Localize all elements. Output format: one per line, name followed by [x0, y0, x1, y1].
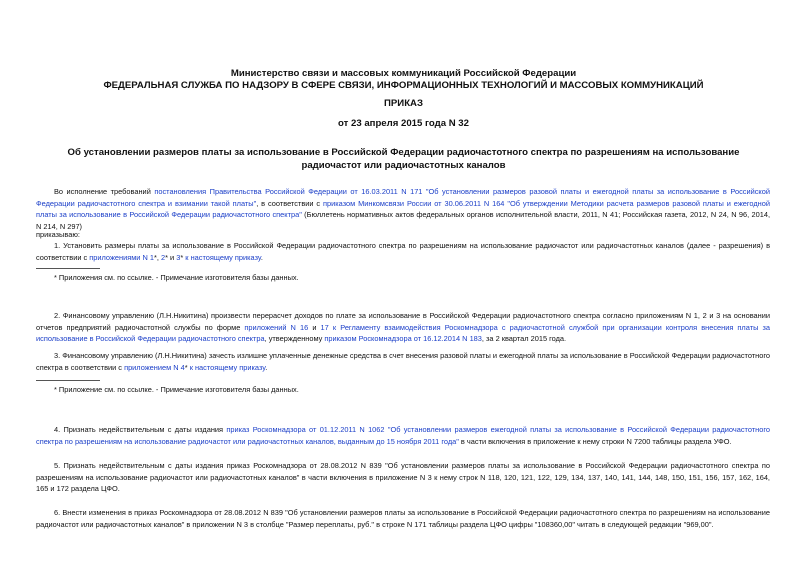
link-appendix-16[interactable]: приложений N 16	[244, 322, 309, 332]
footnote-divider	[36, 268, 100, 269]
link-appendix-3[interactable]: 3	[176, 252, 181, 262]
intro-text: , в соответствии с	[256, 198, 324, 208]
link-ministry-order[interactable]: приказом Минкомсвязи России от 30.06.2011 N 164 "Об утверждении Методики расчета размеров разовой платы и ежегодной платы за использование в Российской Федерации радиочастотного спектра"	[36, 198, 770, 219]
footnote-1: * Приложения см. по ссылке. - Примечание изготовителя базы данных.	[54, 273, 299, 282]
item-text: 2. Финансовому управлению (Л.Н.Никитина) произвести перерасчет доходов по плате за использование в Российской Федерации радиочастотного спектра согласно приложениям N 1, 2 и 3 на основании отчетов предприятий радиочастотной службы по форме	[36, 311, 770, 332]
item-text: 3. Финансовому управлению (Л.Н.Никитина) зачесть излишне уплаченные денежные средства в счет внесения разовой платы и ежегодной платы за использование в Российской Федерации радиочастотного спектра в соответствии с	[36, 351, 770, 372]
item-text: и	[308, 322, 321, 332]
intro-text: Во исполнение требований	[54, 187, 155, 196]
link-regulation[interactable]: к Регламенту взаимодействия Роскомнадзора с радиочастотной службой при организации контроля внесения платы за использование в Российской Федерации радиочастотного спектра	[36, 322, 770, 343]
link-appendix-4[interactable]: приложением N 4	[124, 362, 185, 372]
link-this-order[interactable]: к настоящему приказу	[185, 252, 261, 262]
document-type: ПРИКАЗ	[384, 98, 423, 109]
item-1	[36, 240, 770, 263]
item-6: 6. Внести изменения в приказ Роскомнадзора от 28.08.2012 N 839 "Об установлении размеров платы за использование в Российской Федерации радиочастотного спектра по разрешениям на использование радиочастот или радиочастотных каналов" в приложении N 3 в столбце "Размер переплаты, руб." в строке N 171 таблицы раздела ЦФО цифры "108360,00" читать в следующей редакции "969,00".	[36, 508, 770, 529]
item-text: в части включения в приложение к нему строки N 7200 таблицы раздела УФО.	[458, 436, 732, 446]
intro-text: (Бюллетень нормативных актов федеральных органов исполнительной власти, 2011, N 41; Российская газета, 2012, N 24, N 96, 2014, N 214, N 297)	[36, 210, 770, 231]
intro-paragraph	[36, 186, 770, 232]
order-word: приказываю:	[36, 230, 80, 239]
item-3	[36, 350, 770, 373]
ministry-name: Министерство связи и массовых коммуникаций Российской Федерации	[230, 68, 577, 79]
link-this-order[interactable]: к настоящему приказу	[189, 362, 266, 372]
link-rkn-order-183[interactable]: приказом Роскомнадзора от 16.12.2014 N 183	[324, 334, 482, 343]
item-text: * и	[165, 252, 177, 262]
item-4	[36, 424, 770, 447]
document-date-number: от 23 апреля 2015 года N 32	[338, 118, 469, 129]
footnote-2: * Приложение см. по ссылке. - Примечание изготовителя базы данных.	[54, 385, 299, 394]
item-text: *	[184, 362, 190, 372]
item-text: 4. Признать недействительным с даты издания	[54, 425, 227, 434]
item-text: , за 2 квартал 2015 года.	[481, 334, 567, 343]
service-name: ФЕДЕРАЛЬНАЯ СЛУЖБА ПО НАДЗОРУ В СФЕРЕ СВЯЗИ, ИНФОРМАЦИОННЫХ ТЕХНОЛОГИЙ И МАССОВЫХ КОММУНИКАЦИЙ	[103, 80, 704, 91]
link-appendix-1[interactable]: приложениями N 1	[89, 252, 154, 262]
link-appendix-17[interactable]: 17	[320, 322, 329, 332]
item-text: .	[265, 362, 268, 372]
footnote-divider	[36, 380, 100, 381]
link-rkn-order-1062[interactable]: приказ Роскомнадзора от 01.12.2011 N 1062 "Об установлении размеров ежегодной платы за использование в Российской Федерации радиочастотного спектра по разрешениям на использование радиочастот или радиочастотных каналов, выданным до 15 ноября 2011 года"	[36, 425, 770, 446]
item-text: *,	[154, 252, 161, 262]
document-title: Об установлении размеров платы за использование в Российской Федерации радиочастотного спектра по разрешениям на использование радиочастот или радиочастотных каналов	[67, 147, 740, 171]
item-text: *	[180, 252, 186, 262]
item-text: .	[260, 252, 263, 262]
item-text: 1. Установить размеры платы за использование в Российской Федерации радиочастотного спектра по разрешениям на использование радиочастот или радиочастотных каналов (далее - разрешения) в соответствии с	[36, 241, 770, 262]
link-government-decree[interactable]: постановления Правительства Российской Федерации от 16.03.2011 N 171 "Об установлении размеров разовой платы и ежегодной платы за использование в Российской Федерации радиочастотного спектра и взимании такой платы"	[36, 187, 770, 208]
item-5: 5. Признать недействительным с даты издания приказ Роскомнадзора от 28.08.2012 N 839 "Об установлении размеров платы за использование в Российской Федерации радиочастотного спектра по разрешениям на использование радиочастот или радиочастотных каналов" в части включения в приложение N 3 к нему строк N 118, 120, 121, 122, 129, 134, 137, 140, 141, 144, 148, 150, 151, 156, 157, 162, 164, 165 и 172 раздела ЦФО.	[36, 461, 770, 493]
link-appendix-2[interactable]: 2	[160, 252, 166, 262]
item-text: , утвержденному	[264, 334, 325, 343]
item-2	[36, 310, 770, 345]
